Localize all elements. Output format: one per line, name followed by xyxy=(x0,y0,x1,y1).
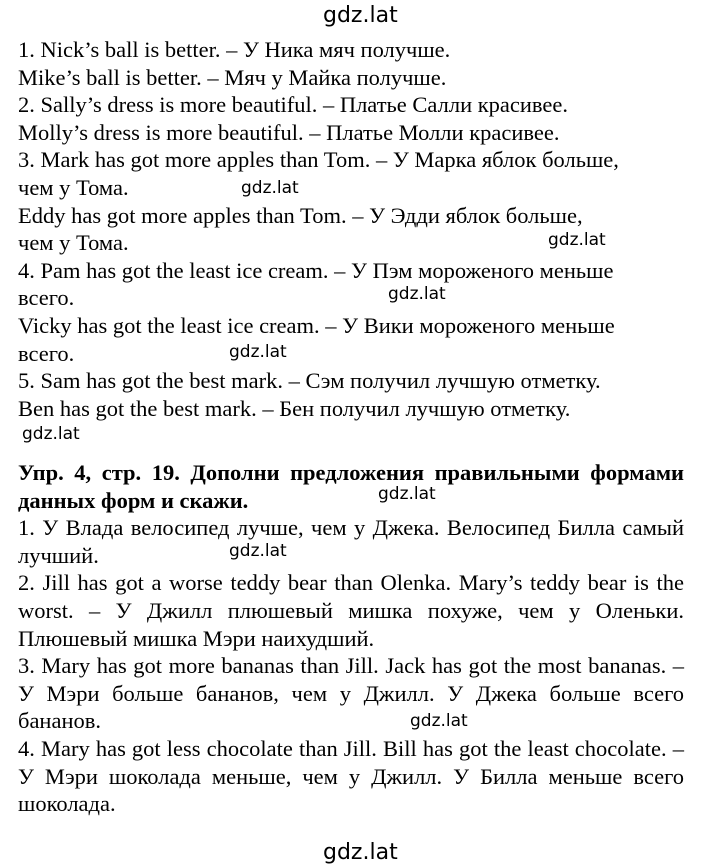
answer-line: Molly’s dress is more beautiful. – Платье Молли красивее. xyxy=(18,119,560,145)
answer-line: Vicky has got the least ice cream. – У Вики мороженого меньше xyxy=(18,312,615,338)
watermark: gdz.lat xyxy=(229,541,287,561)
watermark: gdz.lat xyxy=(388,284,446,304)
answer-line: 3. Mark has got more apples than Tom. – У Марка яблок больше, xyxy=(18,147,619,173)
answer-line: всего. xyxy=(18,285,75,311)
watermark: gdz.lat xyxy=(241,178,299,198)
answer-line: 1. Nick’s ball is better. – У Ника мяч получше. xyxy=(18,37,451,62)
watermark: gdz.lat xyxy=(323,840,398,865)
watermark: gdz.lat xyxy=(229,342,287,362)
exercise-item: 2. Jill has got a worse teddy bear than Olenka. Mary’s teddy bear is the worst. – У Джилл плюшевый мишка похуже, чем у Оленьки. Плюшевый мишка Мэри наихудший. xyxy=(18,570,684,651)
exercise-item: 4. Mary has got less chocolate than Jill. Bill has got the least chocolate. – У Мэри шоколада меньше, чем у Джилл. У Билла меньше всего шоколада. xyxy=(18,735,684,817)
answer-line: 4. Pam has got the least ice cream. – У Пэм мороженого меньше xyxy=(18,257,614,283)
watermark: gdz.lat xyxy=(323,3,398,28)
answer-line: Eddy has got more apples than Tom. – У Эдди яблок больше, xyxy=(18,202,583,228)
watermark: gdz.lat xyxy=(410,711,468,731)
answer-line: Ben has got the best mark. – Бен получил лучшую отметку. xyxy=(18,395,571,421)
exercise-item: 3. Mary has got more bananas than Jill. Jack has got the most bananas. – У Мэри больше бананов, чем у Джилл. У Джека больше всего бананов. xyxy=(18,653,684,734)
watermark: gdz.lat xyxy=(22,424,80,444)
answer-line: 5. Sam has got the best mark. – Сэм получил лучшую отметку. xyxy=(18,368,601,394)
answer-line: всего. xyxy=(18,340,75,366)
answer-line: чем у Тома. xyxy=(18,174,129,200)
watermark: gdz.lat xyxy=(378,484,436,504)
answer-line: чем у Тома. xyxy=(18,230,129,256)
answer-line: Mike’s ball is better. – Мяч у Майка получше. xyxy=(18,64,447,90)
exercise-block xyxy=(18,459,684,818)
exercise-heading: Упр. 4, стр. 19. Дополни предложения правильными формами данных форм и скажи. xyxy=(18,460,684,513)
answer-line: 2. Sally’s dress is more beautiful. – Платье Салли красивее. xyxy=(18,92,569,118)
watermark: gdz.lat xyxy=(548,230,606,250)
exercise-item: 1. У Влада велосипед лучше, чем у Джека. Велосипед Билла самый лучший. xyxy=(18,515,684,568)
